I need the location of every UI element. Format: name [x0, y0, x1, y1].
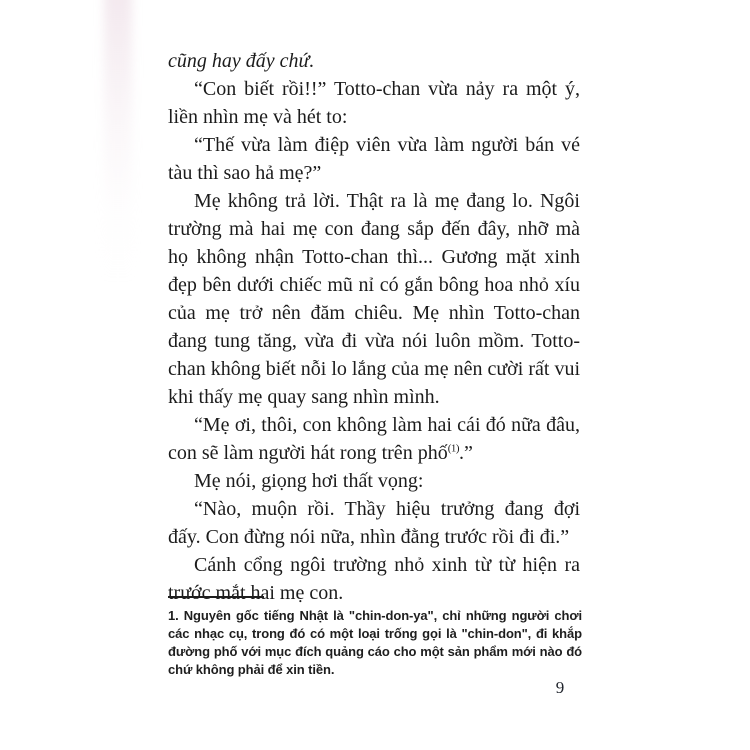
footnote-divider	[168, 596, 264, 598]
page-number: 9	[555, 678, 565, 697]
paragraph: “Nào, muộn rồi. Thầy hiệu trưởng đang đợi đấy. Con đừng nói nữa, nhìn đằng trước rồi đi đi.”	[168, 498, 580, 548]
paragraph: Cánh cổng ngôi trường nhỏ xinh từ từ hiện ra trước mắt hai mẹ con.	[168, 554, 580, 604]
paragraph-text: .”	[459, 442, 473, 464]
paragraph: Mẹ nói, giọng hơi thất vọng:	[194, 470, 424, 492]
paragraph-continuation: cũng hay đấy chứ.	[168, 50, 315, 72]
footnote-block	[168, 596, 582, 679]
footnote-reference-marker: (1)	[447, 442, 460, 455]
paragraph-text: “Mẹ ơi, thôi, con không làm hai cái đó nữa đâu, con sẽ làm người hát rong trên phố	[168, 414, 580, 464]
footnote-text: 1. Nguyên gốc tiếng Nhật là "chin-don-ya", chỉ những người chơi các nhạc cụ, trong đó có một loại trống gọi là "chin-don", đi khắp đường phố với mục đích quảng cáo cho một sản phẩm mới nào đó chứ không phải để xin tiền.	[168, 608, 582, 677]
scan-smudge-artifact	[104, 0, 132, 280]
paragraph-with-footnote-ref	[168, 411, 580, 467]
paragraph: Mẹ không trả lời. Thật ra là mẹ đang lo. Ngôi trường mà hai mẹ con đang sắp đến đây, nhỡ mà họ không nhận Totto-chan thì... Gương mặt xinh đẹp bên dưới chiếc mũ nỉ có gắn bông hoa nhỏ xíu của mẹ trở nên đăm chiêu. Mẹ nhìn Totto-chan đang tung tăng, vừa đi vừa nói luôn mồm. Totto-chan không biết nỗi lo lắng của mẹ nên cười rất vui khi thấy mẹ quay sang nhìn mình.	[168, 190, 580, 408]
paragraph: “Thế vừa làm điệp viên vừa làm người bán vé tàu thì sao hả mẹ?”	[168, 134, 580, 184]
paragraph: “Con biết rồi!!” Totto-chan vừa nảy ra một ý, liền nhìn mẹ và hét to:	[168, 78, 580, 128]
body-text-block	[168, 47, 580, 607]
